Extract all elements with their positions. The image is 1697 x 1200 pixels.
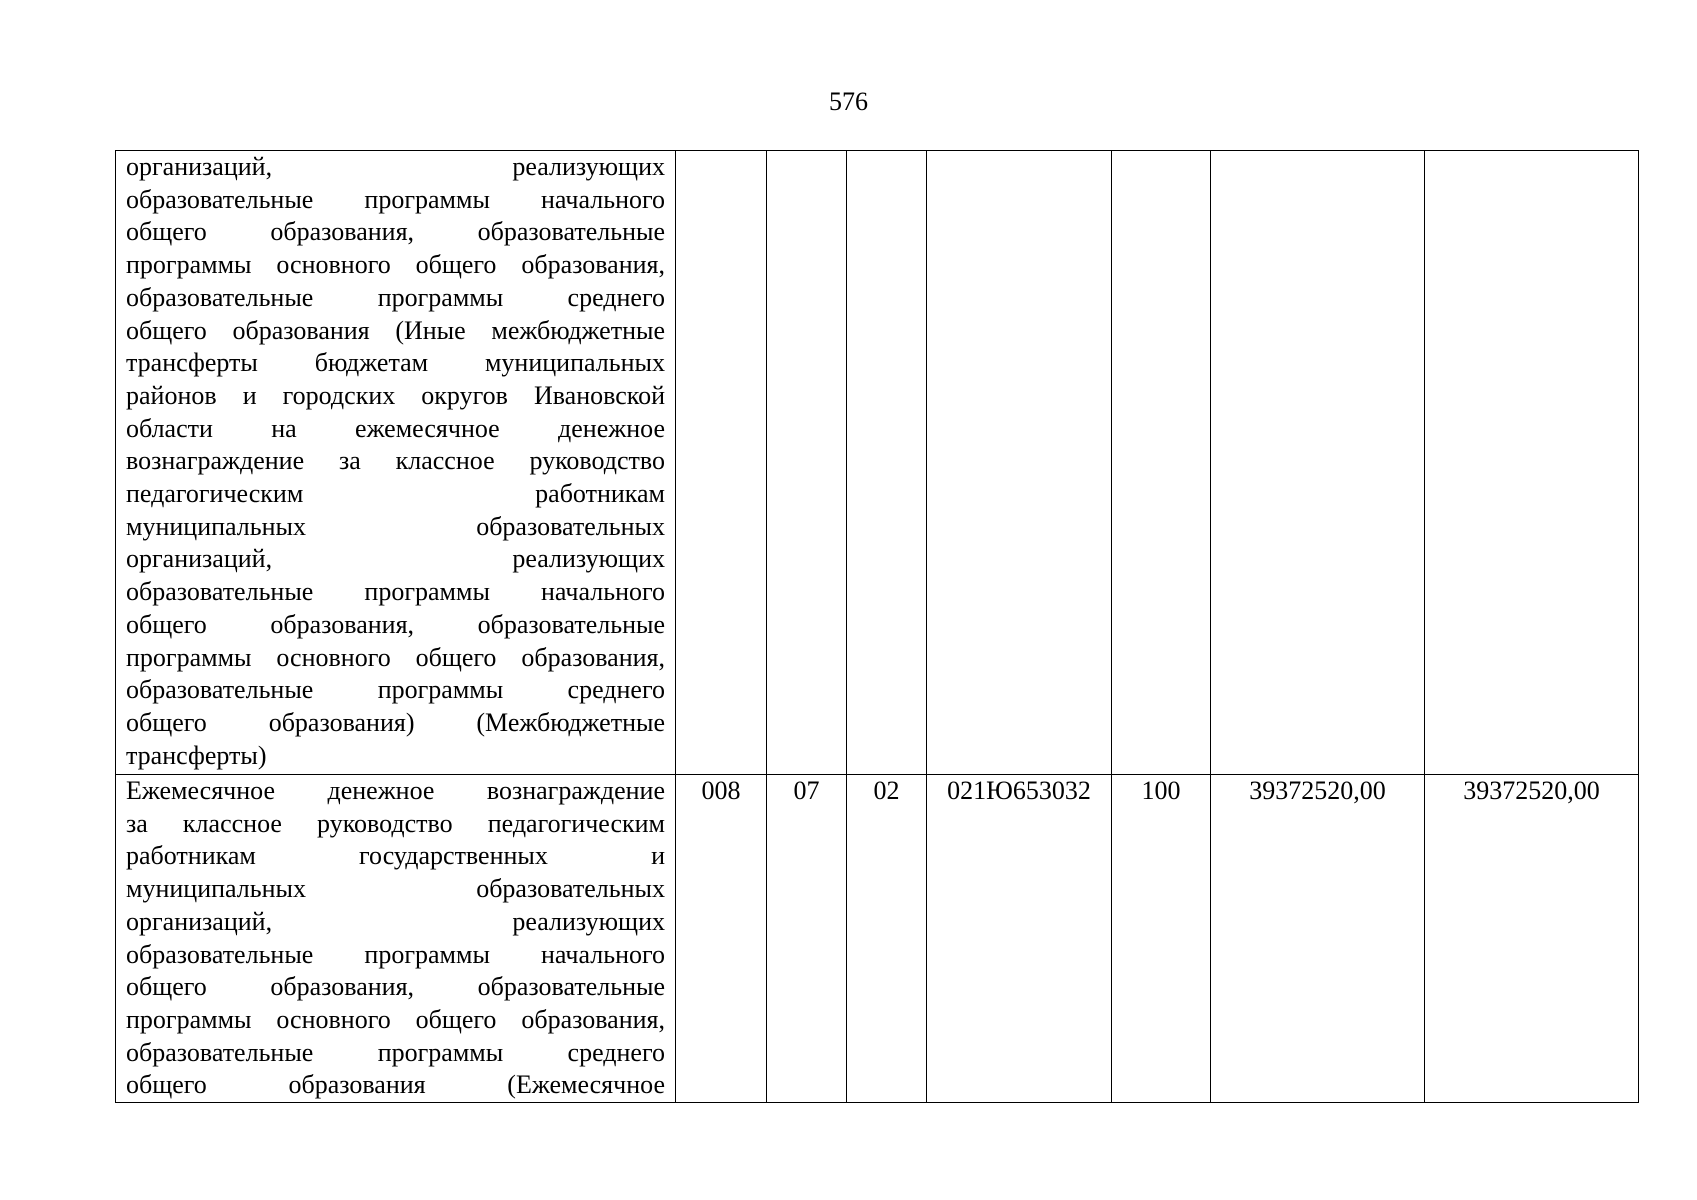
description-line: работникам государственных и	[126, 841, 665, 871]
description-line: организаций, реализующих	[126, 152, 665, 181]
description-cell	[116, 775, 676, 1103]
description-line: организаций, реализующих	[126, 906, 665, 936]
admin-code-cell	[676, 151, 767, 775]
description-line: трансферты)	[126, 740, 267, 770]
description-line: муниципальных образовательных	[126, 874, 665, 904]
description-line: области на ежемесячное денежное	[126, 413, 665, 443]
amount-1-cell: 39372520,00	[1211, 775, 1425, 1103]
description-line: Ежемесячное денежное вознаграждение	[126, 776, 665, 805]
section-code-cell	[767, 151, 847, 775]
subsection-code-cell	[847, 151, 927, 775]
description-line: трансферты бюджетам муниципальных	[126, 348, 665, 378]
description-line: организаций, реализующих	[126, 544, 665, 574]
description-line: муниципальных образовательных	[126, 511, 665, 541]
description-line: общего образования) (Межбюджетные	[126, 707, 665, 737]
description-line: общего образования, образовательные	[126, 972, 665, 1002]
amount-1-cell	[1211, 151, 1425, 775]
description-line: за классное руководство педагогическим	[126, 808, 665, 838]
expense-type-cell: 100	[1112, 775, 1211, 1103]
description-line: педагогическим работникам	[126, 479, 665, 509]
amount-2-cell: 39372520,00	[1425, 775, 1639, 1103]
admin-code-cell: 008	[676, 775, 767, 1103]
description-line: районов и городских округов Ивановской	[126, 380, 665, 410]
target-article-cell: 021Ю653032	[927, 775, 1112, 1103]
description-line: образовательные программы начального	[126, 577, 665, 607]
table-row	[116, 775, 1639, 1103]
description-line: образовательные программы среднего	[126, 675, 665, 705]
description-line: общего образования, образовательные	[126, 217, 665, 247]
page-number: 576	[829, 87, 868, 116]
description-line: программы основного общего образования,	[126, 642, 665, 672]
description-line: общего образования (Иные межбюджетные	[126, 315, 665, 345]
subsection-code-cell: 02	[847, 775, 927, 1103]
description-line: общего образования (Ежемесячное	[126, 1070, 665, 1100]
description-line: образовательные программы начального	[126, 184, 665, 214]
target-article-cell	[927, 151, 1112, 775]
description-line: программы основного общего образования,	[126, 250, 665, 280]
description-line: программы основного общего образования,	[126, 1004, 665, 1034]
description-line: образовательные программы начального	[126, 939, 665, 969]
description-cell	[116, 151, 676, 775]
amount-2-cell	[1425, 151, 1639, 775]
description-line: образовательные программы среднего	[126, 1037, 665, 1067]
table-row	[116, 151, 1639, 775]
description-line: вознаграждение за классное руководство	[126, 446, 665, 476]
budget-table	[115, 150, 1639, 1103]
expense-type-cell	[1112, 151, 1211, 775]
description-line: общего образования, образовательные	[126, 609, 665, 639]
section-code-cell: 07	[767, 775, 847, 1103]
description-line: образовательные программы среднего	[126, 282, 665, 312]
